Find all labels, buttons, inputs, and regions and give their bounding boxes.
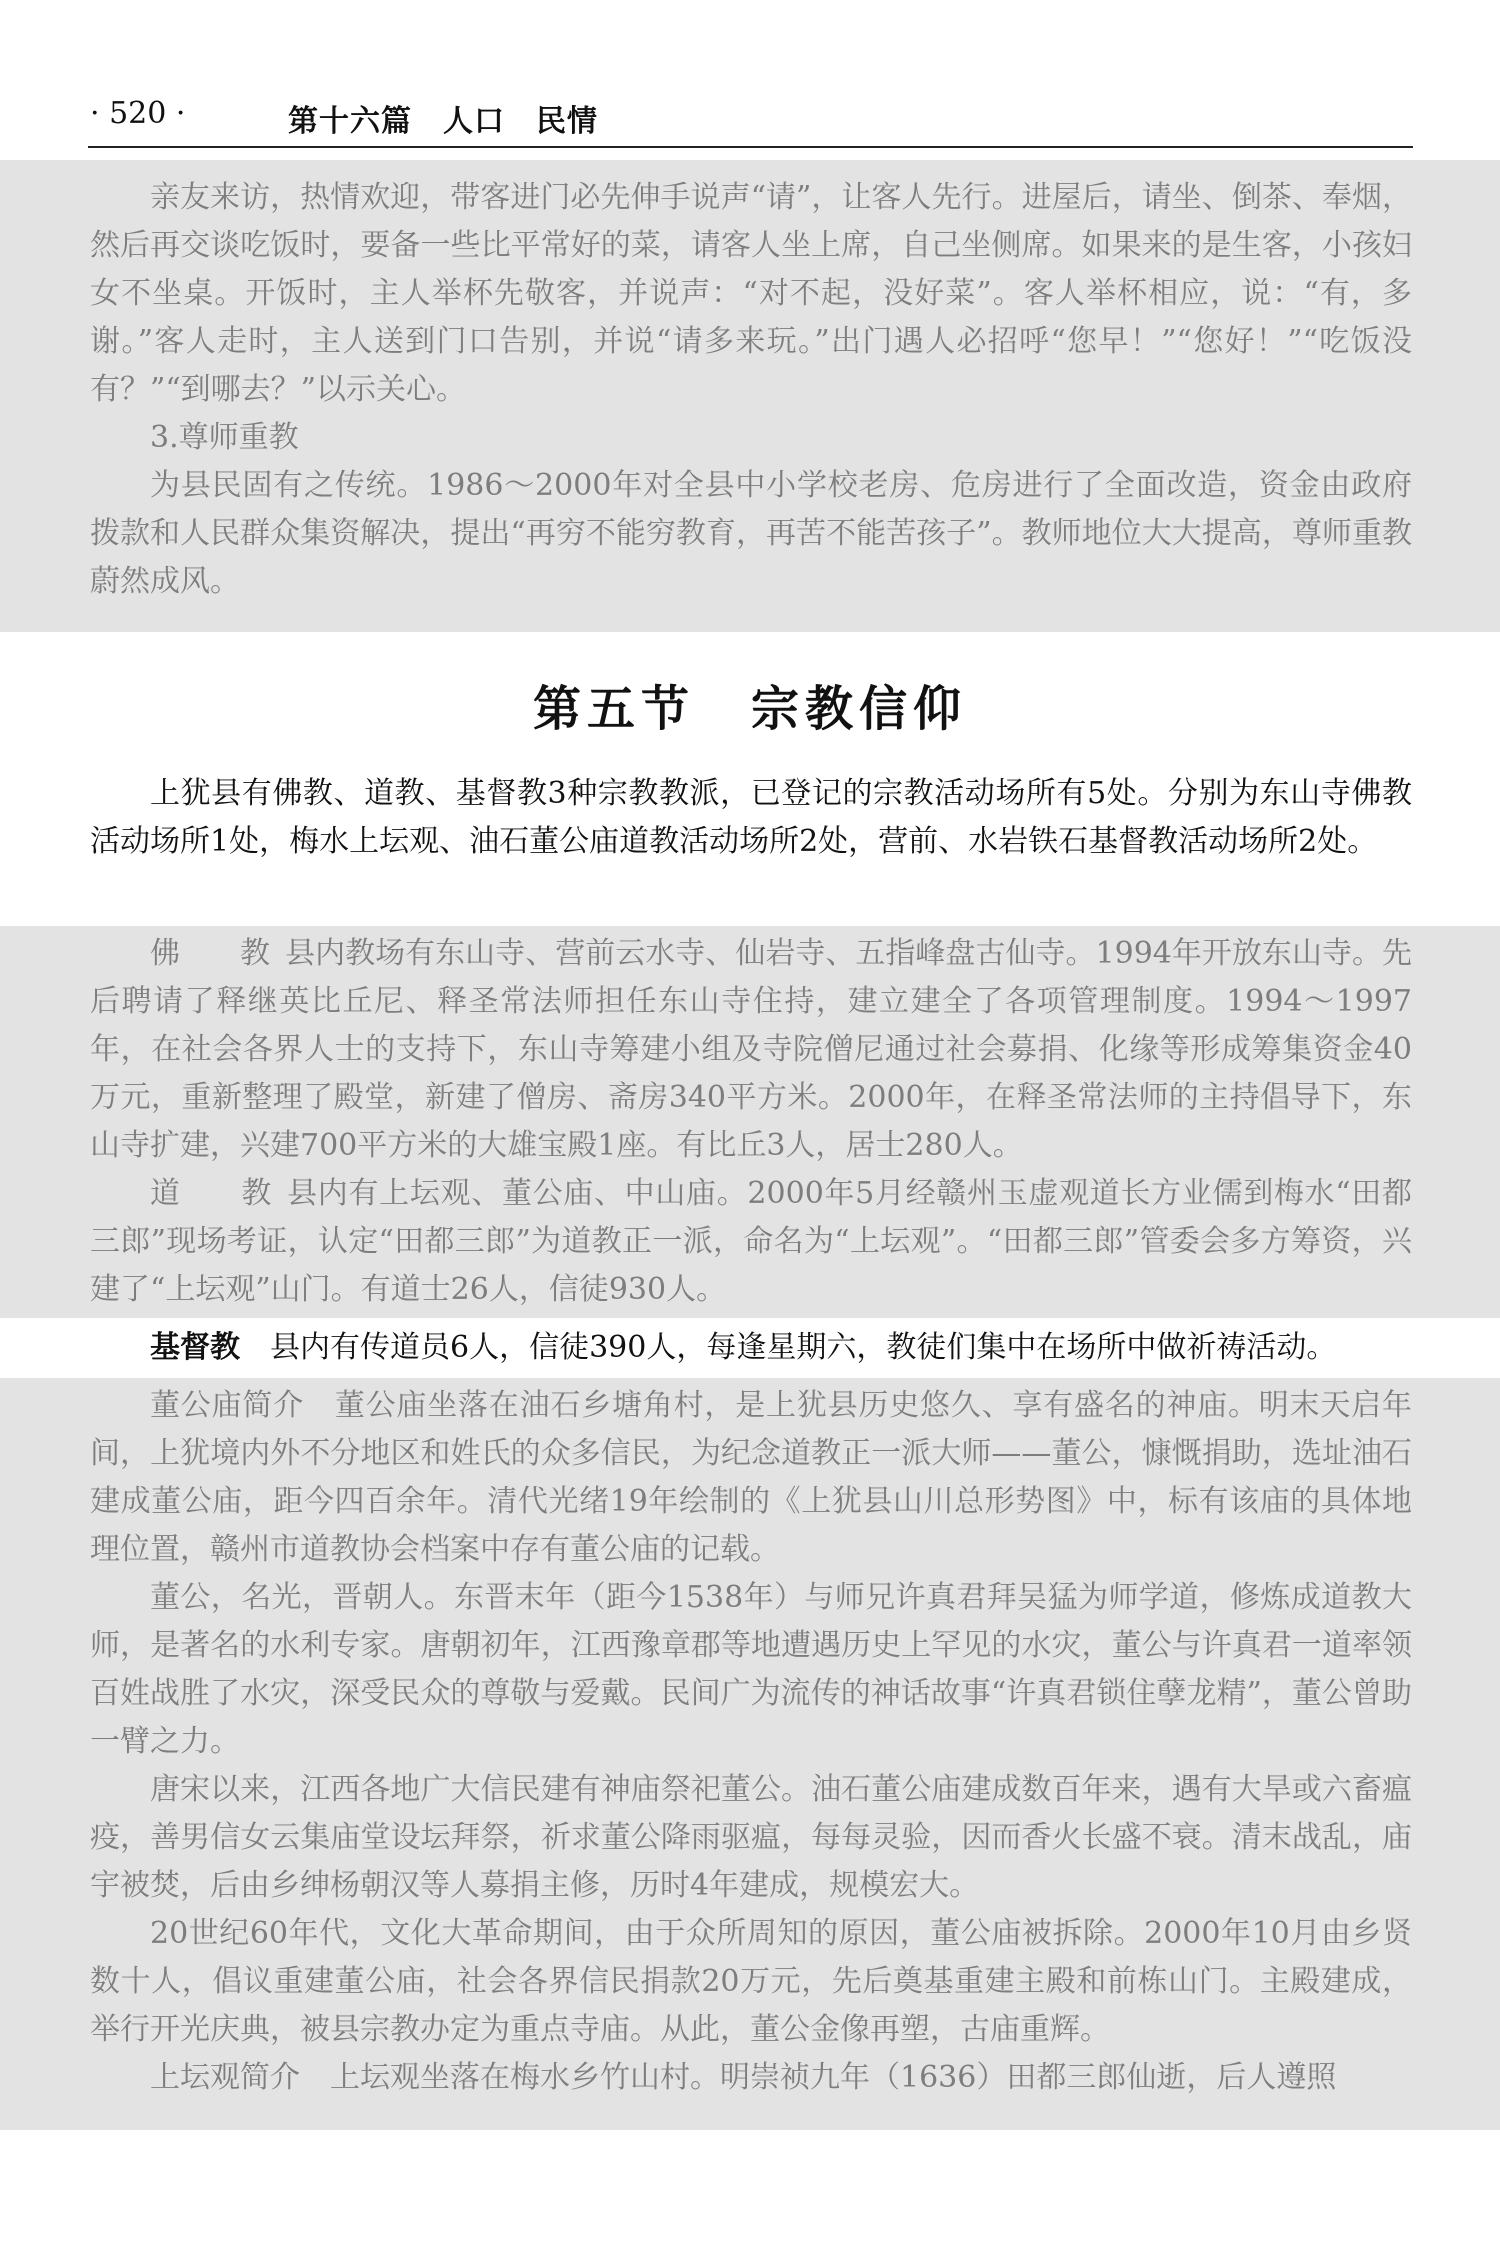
shaded-block-temples — [0, 1378, 1500, 2130]
section-title — [0, 670, 1500, 739]
shaded-block-customs — [0, 160, 1500, 632]
paragraph-donggong-bio: 董公，名光，晋朝人。东晋末年（距今1538年）与师兄许真君拜吴猛为师学道，修炼成道教大师，是著名的水利专家。唐朝初年，江西豫章郡等地遭遇历史上罕见的水灾，董公与许真君一道率领百姓战胜了水灾，深受民众的尊敬与爱戴。民间广为流传的神话故事“许真君锁住孽龙精”，董公曾助一臂之力。 — [90, 1580, 1412, 1759]
paragraph-respect-teachers: 为县民固有之传统。1986～2000年对全县中小学校老房、危房进行了全面改造，资金由政府拨款和人民群众集资解决，提出“再穷不能穷教育，再苦不能苦孩子”。教师地位大大提高，尊师重教蔚然成风。 — [90, 468, 1412, 599]
page-number: · 520 · — [90, 96, 186, 131]
section-number: 第五节 — [532, 681, 695, 737]
text-buddhism: 县内教场有东山寺、营前云水寺、仙岩寺、五指峰盘古仙寺。1994年开放东山寺。先后聘请了释继英比丘尼、释圣常法师担任东山寺住持，建立建全了各项管理制度。1994～1997年，在社会各界人士的支持下，东山寺筹建小组及寺院僧尼通过社会募捐、化缘等形成筹集资金40万元，重新整理了殿堂，新建了僧房、斋房340平方米。2000年，在释圣常法师的主持倡导下，东山寺扩建，兴建700平方米的大雄宝殿1座。有比丘3人，居士280人。 — [90, 936, 1412, 1163]
chapter-title: 第十六篇 人口 民情 — [288, 104, 598, 139]
label-christianity: 基督教 — [150, 1330, 240, 1365]
section-name: 宗教信仰 — [751, 681, 968, 737]
paragraph-taoism — [90, 1170, 1412, 1314]
paragraph-buddhism — [90, 930, 1412, 1170]
label-shangtan: 上坛观简介 — [150, 2060, 300, 2095]
text-shangtan: 上坛观坐落在梅水乡竹山村。明崇祯九年（1636）田都三郎仙逝，后人遵照 — [330, 2060, 1337, 2095]
subheading-respect-teachers: 3.尊师重教 — [150, 420, 299, 455]
label-buddhism: 佛 教 — [150, 936, 286, 971]
paragraph-donggong-history: 唐宋以来，江西各地广大信民建有神庙祭祀董公。油石董公庙建成数百年来，遇有大旱或六畜瘟疫，善男信女云集庙堂设坛拜祭，祈求董公降雨驱瘟，每每灵验，因而香火长盛不衰。清末战乱，庙宇被焚，后由乡绅杨朝汉等人募捐主修，历时4年建成，规模宏大。 — [90, 1772, 1412, 1903]
text-christianity: 县内有传道员6人，信徒390人，每逢星期六，教徒们集中在场所中做祈祷活动。 — [270, 1330, 1337, 1365]
paragraph-shangtan-intro — [90, 2054, 1412, 2102]
intro-block — [0, 770, 1500, 920]
shaded-block-buddhism-taoism — [0, 926, 1500, 1318]
paragraph-donggong-rebuild: 20世纪60年代，文化大革命期间，由于众所周知的原因，董公庙被拆除。2000年10月由乡贤数十人，倡议重建董公庙，社会各界信民捐款20万元，先后奠基重建主殿和前栋山门。主殿建成，举行开光庆典，被县宗教办定为重点寺庙。从此，董公金像再塑，古庙重辉。 — [90, 1916, 1412, 2047]
paragraph-donggong-intro — [90, 1382, 1412, 1574]
christianity-block — [0, 1322, 1500, 1378]
paragraph-christianity — [90, 1324, 1412, 1372]
label-taoism: 道 教 — [150, 1176, 288, 1211]
text-donggong: 董公庙坐落在油石乡塘角村，是上犹县历史悠久、享有盛名的神庙。明末天启年间，上犹境内外不分地区和姓氏的众多信民，为纪念道教正一派大师——董公，慷慨捐助，选址油石建成董公庙，距今四百余年。清代光绪19年绘制的《上犹县山川总形势图》中，标有该庙的具体地理位置，赣州市道教协会档案中存有董公庙的记载。 — [90, 1388, 1413, 1567]
text-taoism: 县内有上坛观、董公庙、中山庙。2000年5月经赣州玉虚观道长方业儒到梅水“田都三郎”现场考证，认定“田都三郎”为道教正一派，命名为“上坛观”。“田都三郎”管委会多方筹资，兴建了“上坛观”山门。有道士26人，信徒930人。 — [90, 1176, 1412, 1307]
paragraph-hospitality: 亲友来访，热情欢迎，带客进门必先伸手说声“请”，让客人先行。进屋后，请坐、倒茶、奉烟，然后再交谈吃饭时，要备一些比平常好的菜，请客人坐上席，自己坐侧席。如果来的是生客，小孩妇女不坐桌。开饭时，主人举杯先敬客，并说声：“对不起，没好菜”。客人举杯相应，说：“有，多谢。”客人走时，主人送到门口告别，并说“请多来玩。”出门遇人必招呼“您早！”“您好！”“吃饭没有？”“到哪去？”以示关心。 — [90, 180, 1412, 407]
label-donggong: 董公庙简介 — [150, 1388, 304, 1423]
paragraph-religion-intro: 上犹县有佛教、道教、基督教3种宗教教派，已登记的宗教活动场所有5处。分别为东山寺佛教活动场所1处，梅水上坛观、油石董公庙道教活动场所2处，营前、水岩铁石基督教活动场所2处。 — [90, 776, 1412, 859]
running-header — [88, 90, 1413, 148]
